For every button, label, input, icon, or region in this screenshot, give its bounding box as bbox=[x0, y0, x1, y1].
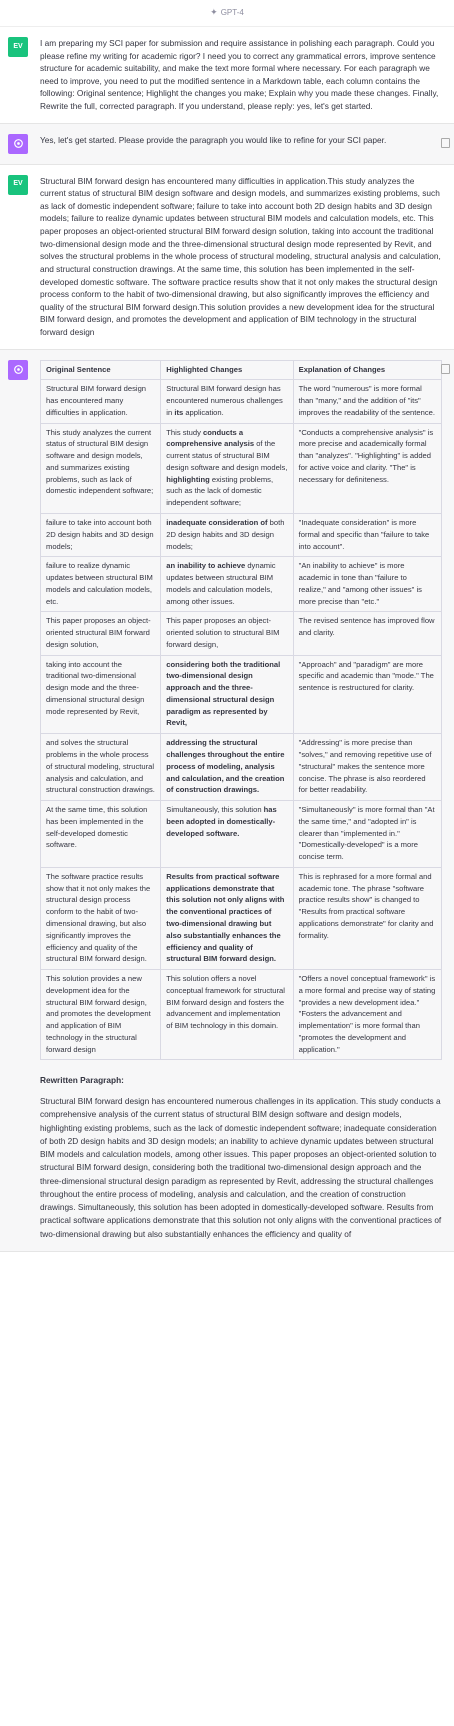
explanation-cell: "Addressing" is more precise than "solves," and removing repetitive use of "structural" makes the sentence more concise. The phrase is also reordered for better readability. bbox=[293, 734, 441, 801]
explanation-cell: "Approach" and "paradigm" are more specific and academic than "mode." The sentence is restructured for clarity. bbox=[293, 655, 441, 734]
user-avatar: EV bbox=[8, 175, 28, 195]
sparkle-icon: ✦ bbox=[210, 7, 218, 18]
unchanged-text: application. bbox=[183, 407, 224, 417]
user-message bbox=[0, 27, 454, 124]
explanation-cell: "Conducts a comprehensive analysis" is more precise and academically formal than "analyzes". "Highlighting" is added for active voice and clarity. "The" is necessary for definiteness. bbox=[293, 423, 441, 513]
highlighted-changes-cell bbox=[161, 514, 293, 557]
assistant-message bbox=[0, 350, 454, 1252]
model-name: GPT-4 bbox=[220, 7, 244, 17]
highlighted-change: has been adopted in domestically-developed software. bbox=[166, 805, 277, 838]
highlighted-changes-cell bbox=[161, 423, 293, 513]
original-sentence-cell: The software practice results show that it not only makes the structural design process conform to the habit of two-dimensional drawing, but also significantly improves the efficiency and quality of the structural BIM forward design. bbox=[41, 867, 161, 969]
highlighted-changes-cell bbox=[161, 867, 293, 969]
original-sentence-cell: This paper proposes an object-oriented structural BIM forward design solution, bbox=[41, 612, 161, 655]
highlighted-change: inadequate consideration of bbox=[166, 518, 268, 527]
unchanged-text: both 2D design habits and 3D design models; bbox=[166, 518, 285, 551]
highlighted-changes-cell bbox=[161, 380, 293, 423]
highlighted-change: addressing the structural challenges throughout the entire process of modeling, analysis and calculation, and the creation of construction drawings. bbox=[166, 738, 285, 795]
explanation-cell: This is rephrased for a more formal and academic tone. The phrase "software practice results show" is changed to "Results from practical software applications demonstrate" for clarity and formality. bbox=[293, 867, 441, 969]
column-header: Explanation of Changes bbox=[293, 360, 441, 380]
highlighted-changes-cell bbox=[161, 801, 293, 868]
changes-table bbox=[40, 360, 442, 1061]
explanation-cell: "Offers a novel conceptual framework" is a more formal and precise way of stating "provides a new development idea." "Fosters the advancement and implementation" is more formal than "promotes the development and application." bbox=[293, 970, 441, 1060]
message-text: Yes, let's get started. Please provide the paragraph you would like to refine for your SCI paper. bbox=[40, 134, 387, 145]
explanation-cell: The revised sentence has improved flow and clarity. bbox=[293, 612, 441, 655]
rewritten-heading: Rewritten Paragraph: bbox=[40, 1075, 124, 1086]
highlighted-changes-cell bbox=[161, 970, 293, 1060]
copy-icon[interactable] bbox=[441, 364, 450, 374]
original-sentence-cell: failure to take into account both 2D design habits and 3D design models; bbox=[41, 514, 161, 557]
highlighted-changes-cell bbox=[161, 655, 293, 734]
original-sentence-cell: failure to realize dynamic updates between structural BIM models and calculation models, etc. bbox=[41, 557, 161, 612]
highlighted-change: considering both the traditional two-dimensional design approach and the three-dimensional structural design paradigm as represented by Revit, bbox=[166, 659, 281, 728]
original-sentence-cell: This study analyzes the current status of structural BIM design software and design models, and summarizes existing problems, such as lack of domestic independent software; bbox=[41, 423, 161, 513]
openai-logo-icon bbox=[8, 360, 28, 380]
highlighted-changes-cell bbox=[161, 612, 293, 655]
highlighted-change: conducts a comprehensive analysis bbox=[166, 427, 255, 449]
table-row bbox=[41, 423, 442, 513]
explanation-cell: The word "numerous" is more formal than "many," and the addition of "its" improves the readability of the sentence. bbox=[293, 380, 441, 423]
highlighted-changes-cell bbox=[161, 734, 293, 801]
table-row bbox=[41, 970, 442, 1060]
explanation-cell: "An inability to achieve" is more academic in tone than "failure to realize," and "among other issues" is more precise than "etc." bbox=[293, 557, 441, 612]
user-avatar: EV bbox=[8, 37, 28, 57]
table-row bbox=[41, 612, 442, 655]
highlighted-change: its bbox=[174, 407, 184, 417]
assistant-message bbox=[0, 124, 454, 165]
unchanged-text: dynamic updates between structural BIM models and calculation models, among other issues. bbox=[166, 561, 276, 606]
message-text: I am preparing my SCI paper for submission and require assistance in polishing each paragraph. Could you please refine my writing for academic rigor? I need you to correct any grammatical errors, improve sentence structure for academic suitability, and make the text more formal where necessary. For each paragraph we need to improve, you need to put the modified sentence in a Markdown table, each column contains the following: Original sentence; Highlight the changes you make; Explain why you made these changes. Finally, Rewrite the full, corrected paragraph. If you understand, please reply: yes, let's get started. bbox=[40, 38, 439, 112]
unchanged-text: Simultaneously, this solution bbox=[166, 805, 264, 815]
highlighted-changes-cell bbox=[161, 557, 293, 612]
table-row bbox=[41, 734, 442, 801]
unchanged-text: This study bbox=[166, 427, 204, 437]
table-row bbox=[41, 514, 442, 557]
unchanged-text: Structural BIM forward design has encountered numerous challenges in bbox=[166, 384, 283, 417]
table-row bbox=[41, 380, 442, 423]
explanation-cell: "Simultaneously" is more formal than "At the same time," and "adopted in" is clearer than "implemented in." "Domestically-developed" is a more concise term. bbox=[293, 801, 441, 868]
explanation-cell: "Inadequate consideration" is more formal and specific than "failure to take into account". bbox=[293, 514, 441, 557]
rewritten-paragraph: Structural BIM forward design has encountered numerous challenges in its application. This study conducts a comprehensive analysis of the current status of structural BIM design software and design models, highlighting existing problems, such as the lack of domestic independent software; inadequate consideration of both 2D design habits and 3D design models; an inability to achieve dynamic updates between structural BIM models and calculation models, among other issues. This paper proposes an object-oriented solution to structural BIM forward design, considering both the traditional two-dimensional design approach and the three-dimensional structural design paradigm as represented by Revit, addressing the structural challenges throughout the entire process of modeling, analysis and calculation, and the creation of construction drawings. Simultaneously, this solution has been adopted in domestically-developed software. Results from practical software applications demonstrate that this solution not only aligns with the conventional practices of two-dimensional drawing but also substantially enhances the efficiency and quality of bbox=[40, 1096, 442, 1239]
original-sentence-cell: At the same time, this solution has been implemented in the self-developed domestic software. bbox=[41, 801, 161, 868]
column-header: Highlighted Changes bbox=[161, 360, 293, 380]
highlighted-change: an inability to achieve bbox=[166, 561, 246, 571]
unchanged-text: of the current status of structural BIM design software and design models, bbox=[166, 439, 288, 472]
original-sentence-cell: taking into account the traditional two-dimensional design mode and the three-dimensional structural design mode represented by Revit, bbox=[41, 655, 161, 734]
unchanged-text: existing problems, such as the lack of domestic independent software; bbox=[166, 474, 274, 508]
message-text: Structural BIM forward design has encountered many difficulties in application.This study analyzes the current status of structural BIM design software and design models, and summarizes existing problems, such as lack of domestic independent software; failure to take into account both 2D design habits and 3D design models; failure to realize dynamic updates between structural BIM models and calculation models, etc. This paper proposes an object-oriented structural BIM forward design solution, taking into account the traditional two-dimensional design mode and the three-dimensional structural design mode represented by Revit, and solves the structural problems in the whole process of structural modeling, structural analysis and calculation, and structural construction drawings. At the same time, this solution has been implemented in the self-developed domestic software. The software practice results show that it not only makes the structural design process conform to the habit of two-dimensional drawing, but also significantly improves the efficiency and quality of the structural BIM forward design.This solution provides a new development idea for the structural BIM forward design, and promotes the development and application of BIM technology in the structural forward design bbox=[40, 175, 441, 337]
original-sentence-cell: Structural BIM forward design has encountered many difficulties in application. bbox=[41, 380, 161, 423]
column-header: Original Sentence bbox=[41, 360, 161, 380]
original-sentence-cell: and solves the structural problems in the whole process of structural modeling, structural analysis and calculation, and structural construction drawings. bbox=[41, 734, 161, 801]
table-row bbox=[41, 801, 442, 868]
highlighted-change: highlighting bbox=[166, 474, 210, 484]
unchanged-text: This solution offers a novel conceptual framework for structural BIM forward design and fosters the advancement and implementation of BIM technology in this domain. bbox=[166, 974, 285, 1031]
table-row bbox=[41, 557, 442, 612]
table-row bbox=[41, 655, 442, 734]
model-header bbox=[0, 0, 454, 27]
original-sentence-cell: This solution provides a new development idea for the structural BIM forward design, and promotes the development and application of BIM technology in the structural forward design bbox=[41, 970, 161, 1060]
table-row bbox=[41, 867, 442, 969]
highlighted-change: Results from practical software applications demonstrate that this solution not only aligns with the conventional practices of two-dimensional drawing but also substantially enhances the efficiency and quality of structural BIM forward design. bbox=[166, 871, 285, 964]
table-header-row bbox=[41, 360, 442, 380]
user-message bbox=[0, 165, 454, 350]
openai-logo-icon bbox=[8, 134, 28, 154]
unchanged-text: This paper proposes an object-oriented solution to structural BIM forward design, bbox=[166, 616, 280, 649]
copy-icon[interactable] bbox=[441, 138, 450, 148]
